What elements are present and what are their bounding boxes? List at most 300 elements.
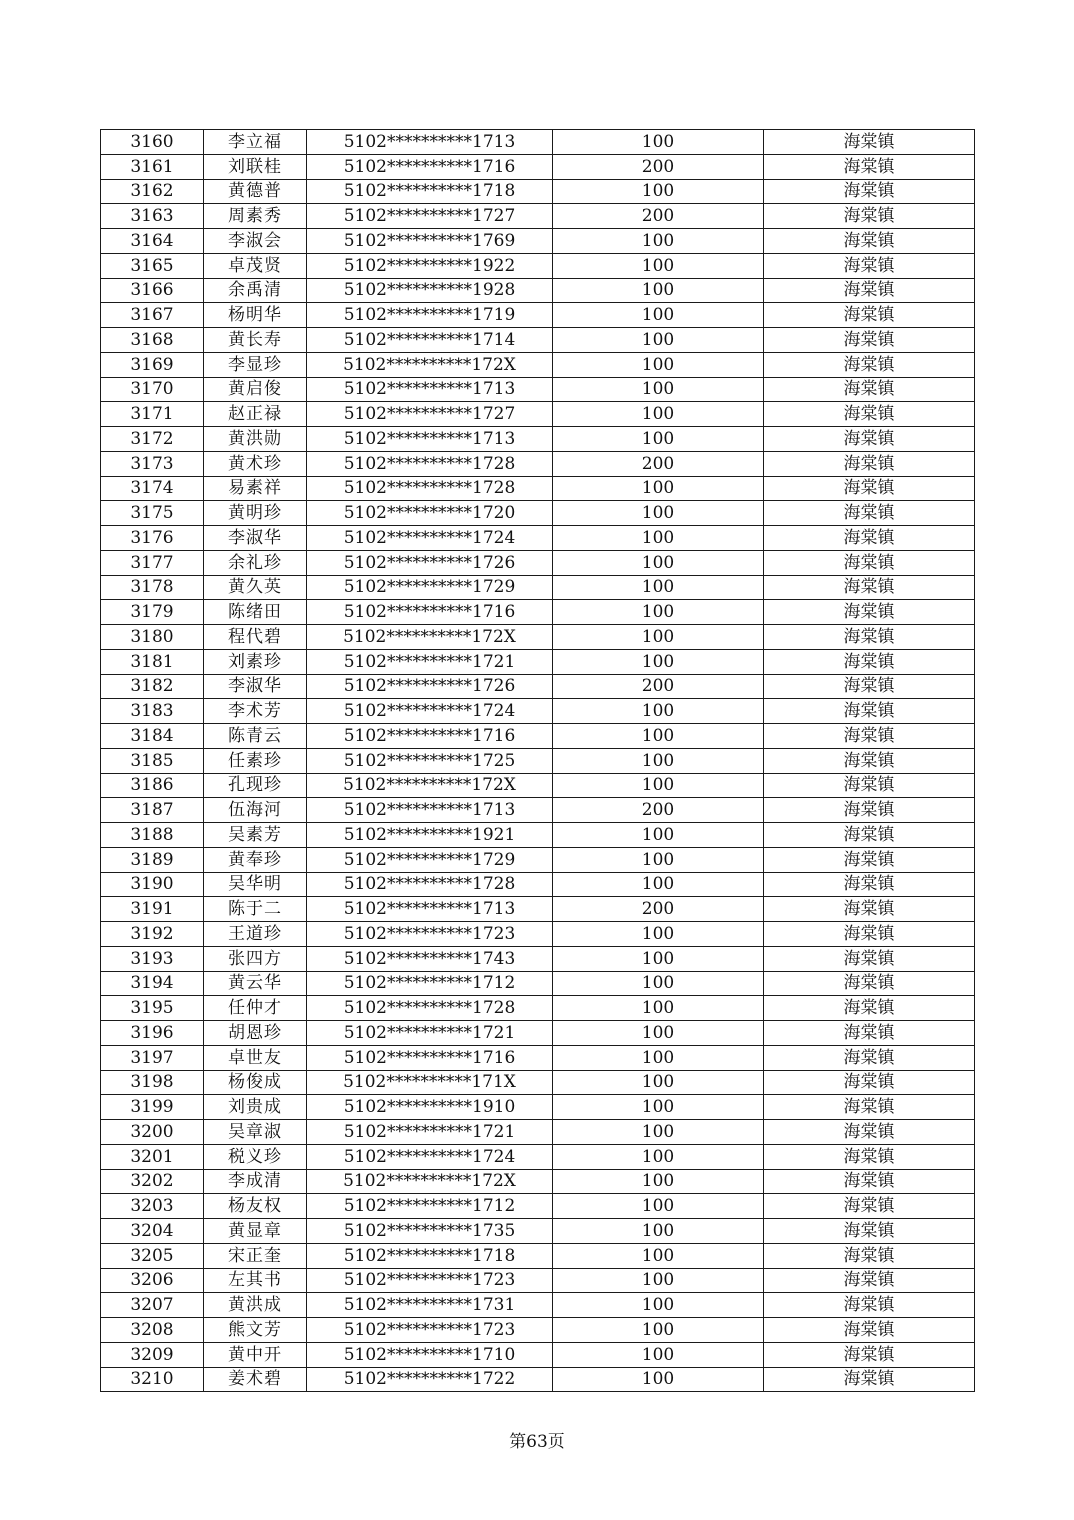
id-number-cell: 5102**********1743 (307, 946, 553, 971)
row-number-cell: 3209 (101, 1342, 204, 1367)
town-cell: 海棠镇 (764, 451, 975, 476)
table-row (101, 1293, 975, 1318)
name-cell: 黄术珍 (204, 451, 307, 476)
town-cell: 海棠镇 (764, 253, 975, 278)
amount-cell: 100 (553, 1045, 764, 1070)
row-number-cell: 3190 (101, 872, 204, 897)
table-row (101, 352, 975, 377)
town-cell: 海棠镇 (764, 1367, 975, 1392)
id-number-cell: 5102**********1725 (307, 748, 553, 773)
town-cell: 海棠镇 (764, 352, 975, 377)
id-number-cell: 5102**********1728 (307, 451, 553, 476)
table-row (101, 946, 975, 971)
id-number-cell: 5102**********1729 (307, 847, 553, 872)
town-cell: 海棠镇 (764, 946, 975, 971)
amount-cell: 100 (553, 501, 764, 526)
town-cell: 海棠镇 (764, 130, 975, 155)
amount-cell: 100 (553, 550, 764, 575)
town-cell: 海棠镇 (764, 526, 975, 551)
name-cell: 宋正奎 (204, 1243, 307, 1268)
name-cell: 周素秀 (204, 204, 307, 229)
row-number-cell: 3174 (101, 476, 204, 501)
id-number-cell: 5102**********172X (307, 1169, 553, 1194)
name-cell: 李显珍 (204, 352, 307, 377)
row-number-cell: 3162 (101, 179, 204, 204)
row-number-cell: 3191 (101, 897, 204, 922)
table-row (101, 253, 975, 278)
amount-cell: 200 (553, 154, 764, 179)
id-number-cell: 5102**********1720 (307, 501, 553, 526)
town-cell: 海棠镇 (764, 798, 975, 823)
amount-cell: 100 (553, 1194, 764, 1219)
table-row (101, 303, 975, 328)
row-number-cell: 3175 (101, 501, 204, 526)
amount-cell: 100 (553, 1367, 764, 1392)
name-cell: 黄长寿 (204, 328, 307, 353)
table-row (101, 229, 975, 254)
town-cell: 海棠镇 (764, 1070, 975, 1095)
town-cell: 海棠镇 (764, 328, 975, 353)
town-cell: 海棠镇 (764, 1120, 975, 1145)
name-cell: 卓世友 (204, 1045, 307, 1070)
amount-cell: 100 (553, 699, 764, 724)
town-cell: 海棠镇 (764, 550, 975, 575)
id-number-cell: 5102**********1769 (307, 229, 553, 254)
town-cell: 海棠镇 (764, 229, 975, 254)
row-number-cell: 3196 (101, 1021, 204, 1046)
row-number-cell: 3188 (101, 823, 204, 848)
name-cell: 李术芳 (204, 699, 307, 724)
town-cell: 海棠镇 (764, 600, 975, 625)
amount-cell: 100 (553, 996, 764, 1021)
town-cell: 海棠镇 (764, 1219, 975, 1244)
name-cell: 刘贵成 (204, 1095, 307, 1120)
name-cell: 熊文芳 (204, 1318, 307, 1343)
table-row (101, 897, 975, 922)
amount-cell: 200 (553, 897, 764, 922)
amount-cell: 100 (553, 946, 764, 971)
name-cell: 姜术碧 (204, 1367, 307, 1392)
id-number-cell: 5102**********1723 (307, 1268, 553, 1293)
table-row (101, 130, 975, 155)
amount-cell: 100 (553, 847, 764, 872)
table-body (101, 130, 975, 1392)
row-number-cell: 3179 (101, 600, 204, 625)
name-cell: 左其书 (204, 1268, 307, 1293)
table-row (101, 798, 975, 823)
id-number-cell: 5102**********1716 (307, 724, 553, 749)
amount-cell: 100 (553, 328, 764, 353)
town-cell: 海棠镇 (764, 625, 975, 650)
id-number-cell: 5102**********1716 (307, 600, 553, 625)
town-cell: 海棠镇 (764, 1169, 975, 1194)
id-number-cell: 5102**********1716 (307, 154, 553, 179)
town-cell: 海棠镇 (764, 897, 975, 922)
table-row (101, 1219, 975, 1244)
row-number-cell: 3181 (101, 649, 204, 674)
amount-cell: 100 (553, 179, 764, 204)
table-row (101, 476, 975, 501)
table-row (101, 600, 975, 625)
row-number-cell: 3169 (101, 352, 204, 377)
name-cell: 李淑会 (204, 229, 307, 254)
id-number-cell: 5102**********1728 (307, 476, 553, 501)
amount-cell: 100 (553, 748, 764, 773)
id-number-cell: 5102**********1921 (307, 823, 553, 848)
id-number-cell: 5102**********1719 (307, 303, 553, 328)
table-row (101, 699, 975, 724)
row-number-cell: 3206 (101, 1268, 204, 1293)
town-cell: 海棠镇 (764, 303, 975, 328)
town-cell: 海棠镇 (764, 278, 975, 303)
town-cell: 海棠镇 (764, 872, 975, 897)
amount-cell: 100 (553, 971, 764, 996)
table-row (101, 649, 975, 674)
row-number-cell: 3168 (101, 328, 204, 353)
row-number-cell: 3208 (101, 1318, 204, 1343)
name-cell: 陈绪田 (204, 600, 307, 625)
row-number-cell: 3189 (101, 847, 204, 872)
row-number-cell: 3202 (101, 1169, 204, 1194)
name-cell: 余礼珍 (204, 550, 307, 575)
amount-cell: 100 (553, 872, 764, 897)
id-number-cell: 5102**********1722 (307, 1367, 553, 1392)
data-table (100, 129, 975, 1392)
table-row (101, 278, 975, 303)
id-number-cell: 5102**********1928 (307, 278, 553, 303)
id-number-cell: 5102**********1723 (307, 922, 553, 947)
id-number-cell: 5102**********172X (307, 625, 553, 650)
name-cell: 胡恩珍 (204, 1021, 307, 1046)
name-cell: 黄洪成 (204, 1293, 307, 1318)
amount-cell: 100 (553, 1318, 764, 1343)
table-row (101, 402, 975, 427)
name-cell: 易素祥 (204, 476, 307, 501)
row-number-cell: 3173 (101, 451, 204, 476)
table-row (101, 996, 975, 1021)
amount-cell: 100 (553, 1021, 764, 1046)
id-number-cell: 5102**********1718 (307, 1243, 553, 1268)
amount-cell: 200 (553, 451, 764, 476)
row-number-cell: 3207 (101, 1293, 204, 1318)
id-number-cell: 5102**********1713 (307, 377, 553, 402)
table-row (101, 773, 975, 798)
town-cell: 海棠镇 (764, 1243, 975, 1268)
row-number-cell: 3170 (101, 377, 204, 402)
id-number-cell: 5102**********1713 (307, 427, 553, 452)
name-cell: 黄云华 (204, 971, 307, 996)
row-number-cell: 3161 (101, 154, 204, 179)
id-number-cell: 5102**********1713 (307, 897, 553, 922)
name-cell: 吴章淑 (204, 1120, 307, 1145)
row-number-cell: 3198 (101, 1070, 204, 1095)
name-cell: 程代碧 (204, 625, 307, 650)
town-cell: 海棠镇 (764, 1194, 975, 1219)
amount-cell: 100 (553, 600, 764, 625)
name-cell: 黄显章 (204, 1219, 307, 1244)
row-number-cell: 3185 (101, 748, 204, 773)
row-number-cell: 3204 (101, 1219, 204, 1244)
amount-cell: 100 (553, 526, 764, 551)
amount-cell: 100 (553, 1243, 764, 1268)
name-cell: 税义珍 (204, 1144, 307, 1169)
town-cell: 海棠镇 (764, 476, 975, 501)
name-cell: 李淑华 (204, 674, 307, 699)
town-cell: 海棠镇 (764, 501, 975, 526)
name-cell: 张四方 (204, 946, 307, 971)
id-number-cell: 5102**********1728 (307, 996, 553, 1021)
amount-cell: 200 (553, 204, 764, 229)
table-row (101, 1070, 975, 1095)
table-row (101, 377, 975, 402)
id-number-cell: 5102**********1728 (307, 872, 553, 897)
row-number-cell: 3197 (101, 1045, 204, 1070)
table-row (101, 204, 975, 229)
id-number-cell: 5102**********1721 (307, 1021, 553, 1046)
town-cell: 海棠镇 (764, 402, 975, 427)
town-cell: 海棠镇 (764, 699, 975, 724)
amount-cell: 100 (553, 1144, 764, 1169)
id-number-cell: 5102**********1726 (307, 550, 553, 575)
name-cell: 黄洪勋 (204, 427, 307, 452)
amount-cell: 100 (553, 625, 764, 650)
table-row (101, 625, 975, 650)
id-number-cell: 5102**********1716 (307, 1045, 553, 1070)
town-cell: 海棠镇 (764, 1144, 975, 1169)
table-row (101, 427, 975, 452)
name-cell: 孔现珍 (204, 773, 307, 798)
name-cell: 任仲才 (204, 996, 307, 1021)
town-cell: 海棠镇 (764, 179, 975, 204)
name-cell: 刘联桂 (204, 154, 307, 179)
town-cell: 海棠镇 (764, 724, 975, 749)
row-number-cell: 3166 (101, 278, 204, 303)
row-number-cell: 3187 (101, 798, 204, 823)
row-number-cell: 3180 (101, 625, 204, 650)
table-row (101, 1095, 975, 1120)
town-cell: 海棠镇 (764, 1268, 975, 1293)
id-number-cell: 5102**********1735 (307, 1219, 553, 1244)
town-cell: 海棠镇 (764, 575, 975, 600)
table-row (101, 550, 975, 575)
table-row (101, 1021, 975, 1046)
name-cell: 吴华明 (204, 872, 307, 897)
table-row (101, 823, 975, 848)
town-cell: 海棠镇 (764, 427, 975, 452)
id-number-cell: 5102**********1726 (307, 674, 553, 699)
name-cell: 黄启俊 (204, 377, 307, 402)
row-number-cell: 3176 (101, 526, 204, 551)
id-number-cell: 5102**********1714 (307, 328, 553, 353)
table-row (101, 1268, 975, 1293)
amount-cell: 100 (553, 922, 764, 947)
table-row (101, 1045, 975, 1070)
amount-cell: 100 (553, 253, 764, 278)
table-row (101, 971, 975, 996)
id-number-cell: 5102**********1922 (307, 253, 553, 278)
town-cell: 海棠镇 (764, 823, 975, 848)
id-number-cell: 5102**********1729 (307, 575, 553, 600)
amount-cell: 100 (553, 1268, 764, 1293)
town-cell: 海棠镇 (764, 154, 975, 179)
town-cell: 海棠镇 (764, 1045, 975, 1070)
name-cell: 余禹清 (204, 278, 307, 303)
row-number-cell: 3164 (101, 229, 204, 254)
name-cell: 黄明珍 (204, 501, 307, 526)
row-number-cell: 3195 (101, 996, 204, 1021)
amount-cell: 100 (553, 1342, 764, 1367)
amount-cell: 100 (553, 377, 764, 402)
table-row (101, 501, 975, 526)
amount-cell: 100 (553, 724, 764, 749)
row-number-cell: 3182 (101, 674, 204, 699)
amount-cell: 100 (553, 303, 764, 328)
row-number-cell: 3199 (101, 1095, 204, 1120)
row-number-cell: 3171 (101, 402, 204, 427)
id-number-cell: 5102**********1724 (307, 699, 553, 724)
name-cell: 杨友权 (204, 1194, 307, 1219)
id-number-cell: 5102**********1724 (307, 526, 553, 551)
name-cell: 黄久英 (204, 575, 307, 600)
town-cell: 海棠镇 (764, 1293, 975, 1318)
row-number-cell: 3200 (101, 1120, 204, 1145)
name-cell: 赵正禄 (204, 402, 307, 427)
row-number-cell: 3160 (101, 130, 204, 155)
id-number-cell: 5102**********1718 (307, 179, 553, 204)
name-cell: 王道珍 (204, 922, 307, 947)
page-number: 第63页 (509, 1432, 565, 1452)
row-number-cell: 3205 (101, 1243, 204, 1268)
amount-cell: 100 (553, 823, 764, 848)
table-row (101, 179, 975, 204)
amount-cell: 100 (553, 130, 764, 155)
row-number-cell: 3193 (101, 946, 204, 971)
table-row (101, 922, 975, 947)
table-row (101, 451, 975, 476)
table-row (101, 1318, 975, 1343)
town-cell: 海棠镇 (764, 649, 975, 674)
name-cell: 黄德普 (204, 179, 307, 204)
table-row (101, 526, 975, 551)
amount-cell: 100 (553, 229, 764, 254)
id-number-cell: 5102**********172X (307, 352, 553, 377)
row-number-cell: 3194 (101, 971, 204, 996)
id-number-cell: 5102**********1731 (307, 1293, 553, 1318)
row-number-cell: 3184 (101, 724, 204, 749)
amount-cell: 100 (553, 1070, 764, 1095)
amount-cell: 100 (553, 476, 764, 501)
name-cell: 卓茂贤 (204, 253, 307, 278)
amount-cell: 100 (553, 1095, 764, 1120)
amount-cell: 100 (553, 352, 764, 377)
amount-cell: 100 (553, 649, 764, 674)
amount-cell: 100 (553, 1169, 764, 1194)
town-cell: 海棠镇 (764, 1342, 975, 1367)
id-number-cell: 5102**********1727 (307, 402, 553, 427)
row-number-cell: 3172 (101, 427, 204, 452)
town-cell: 海棠镇 (764, 773, 975, 798)
town-cell: 海棠镇 (764, 377, 975, 402)
name-cell: 刘素珍 (204, 649, 307, 674)
amount-cell: 100 (553, 402, 764, 427)
table-row (101, 1367, 975, 1392)
table-row (101, 1169, 975, 1194)
id-number-cell: 5102**********1713 (307, 798, 553, 823)
town-cell: 海棠镇 (764, 674, 975, 699)
row-number-cell: 3201 (101, 1144, 204, 1169)
table-row (101, 674, 975, 699)
row-number-cell: 3186 (101, 773, 204, 798)
town-cell: 海棠镇 (764, 847, 975, 872)
name-cell: 杨俊成 (204, 1070, 307, 1095)
name-cell: 杨明华 (204, 303, 307, 328)
name-cell: 李淑华 (204, 526, 307, 551)
table-row (101, 847, 975, 872)
id-number-cell: 5102**********1721 (307, 649, 553, 674)
name-cell: 陈于二 (204, 897, 307, 922)
id-number-cell: 5102**********1713 (307, 130, 553, 155)
table-row (101, 748, 975, 773)
table-row (101, 1194, 975, 1219)
row-number-cell: 3178 (101, 575, 204, 600)
table-row (101, 1120, 975, 1145)
id-number-cell: 5102**********172X (307, 773, 553, 798)
name-cell: 陈青云 (204, 724, 307, 749)
town-cell: 海棠镇 (764, 1095, 975, 1120)
row-number-cell: 3192 (101, 922, 204, 947)
town-cell: 海棠镇 (764, 1318, 975, 1343)
town-cell: 海棠镇 (764, 748, 975, 773)
amount-cell: 200 (553, 798, 764, 823)
amount-cell: 200 (553, 674, 764, 699)
amount-cell: 100 (553, 575, 764, 600)
amount-cell: 100 (553, 278, 764, 303)
name-cell: 李立福 (204, 130, 307, 155)
table-row (101, 1144, 975, 1169)
amount-cell: 100 (553, 1293, 764, 1318)
id-number-cell: 5102**********1727 (307, 204, 553, 229)
name-cell: 黄奉珍 (204, 847, 307, 872)
table-row (101, 724, 975, 749)
town-cell: 海棠镇 (764, 1021, 975, 1046)
row-number-cell: 3177 (101, 550, 204, 575)
table-row (101, 872, 975, 897)
table-row (101, 154, 975, 179)
id-number-cell: 5102**********1712 (307, 971, 553, 996)
id-number-cell: 5102**********1712 (307, 1194, 553, 1219)
id-number-cell: 5102**********1723 (307, 1318, 553, 1343)
row-number-cell: 3163 (101, 204, 204, 229)
amount-cell: 100 (553, 1120, 764, 1145)
table-row (101, 328, 975, 353)
name-cell: 任素珍 (204, 748, 307, 773)
id-number-cell: 5102**********1721 (307, 1120, 553, 1145)
town-cell: 海棠镇 (764, 996, 975, 1021)
amount-cell: 100 (553, 1219, 764, 1244)
name-cell: 李成清 (204, 1169, 307, 1194)
table-row (101, 575, 975, 600)
town-cell: 海棠镇 (764, 971, 975, 996)
amount-cell: 100 (553, 427, 764, 452)
name-cell: 吴素芳 (204, 823, 307, 848)
town-cell: 海棠镇 (764, 922, 975, 947)
table-row (101, 1243, 975, 1268)
name-cell: 伍海河 (204, 798, 307, 823)
id-number-cell: 5102**********171X (307, 1070, 553, 1095)
row-number-cell: 3183 (101, 699, 204, 724)
row-number-cell: 3210 (101, 1367, 204, 1392)
row-number-cell: 3165 (101, 253, 204, 278)
